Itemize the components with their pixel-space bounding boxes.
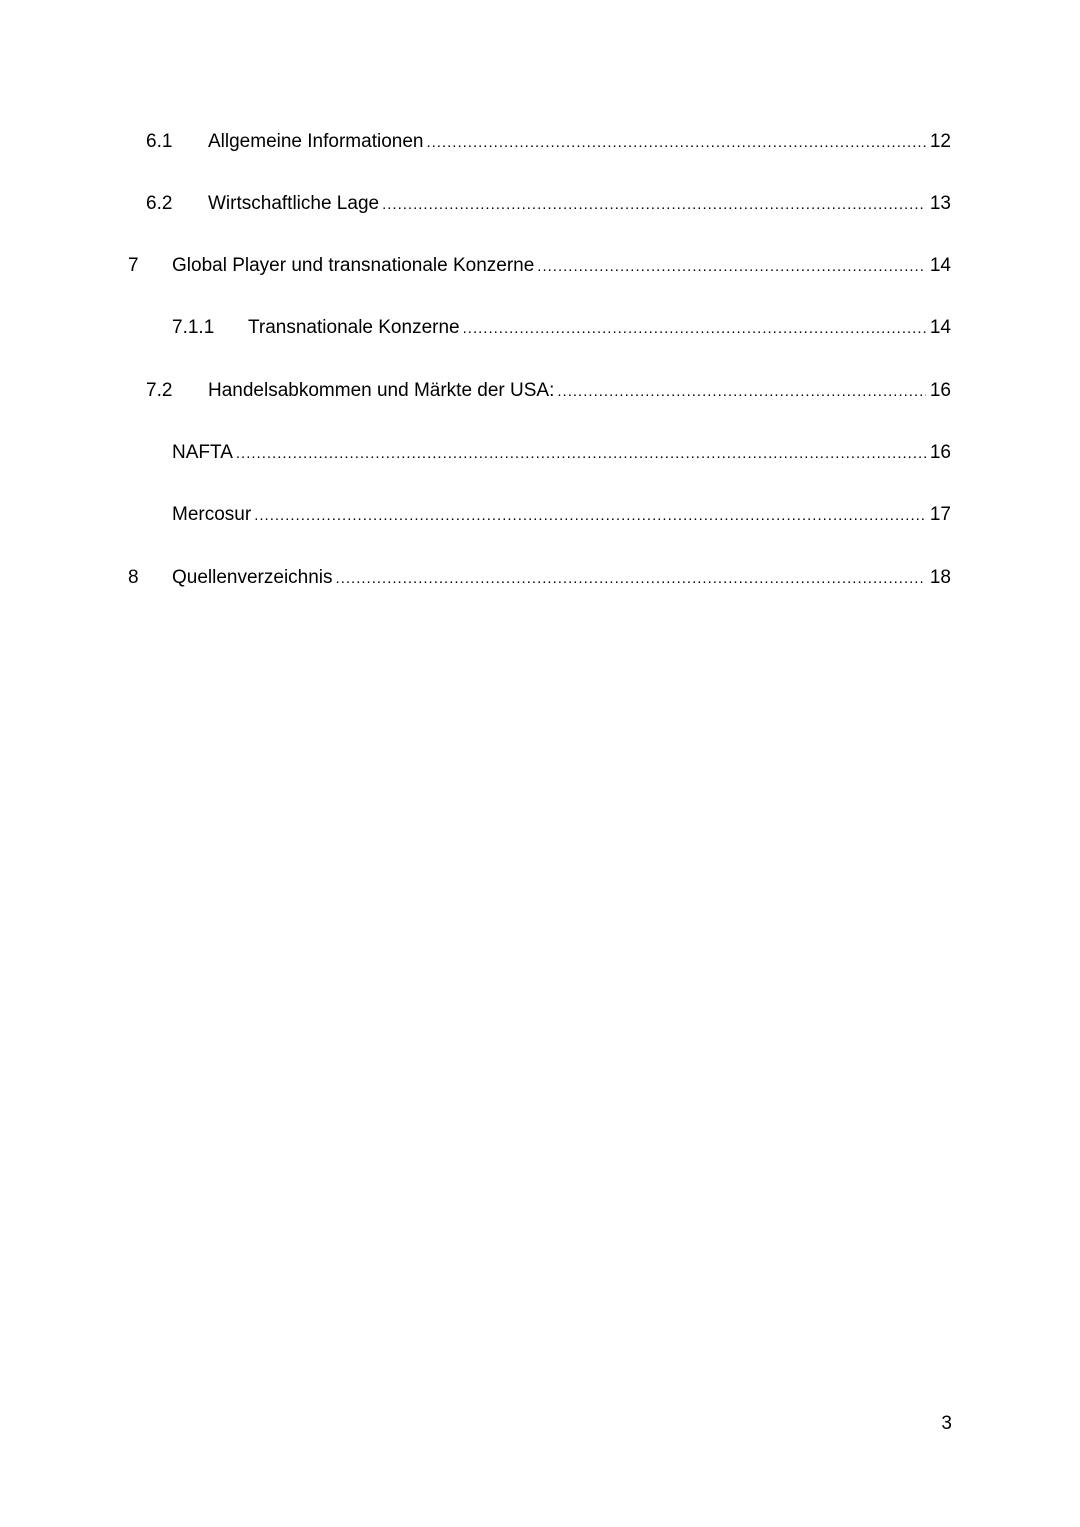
toc-entry-7-1-1[interactable] — [172, 313, 951, 343]
toc-entry-mercosur[interactable] — [172, 500, 951, 530]
toc-entry-page: 16 — [929, 380, 951, 401]
toc-entry-number: 7 — [128, 255, 139, 276]
toc-dot-leader — [382, 190, 926, 220]
toc-entry-title: Global Player und transnationale Konzerne — [172, 255, 535, 276]
toc-dot-leader — [463, 314, 926, 344]
toc-entry-7[interactable] — [128, 251, 951, 281]
toc-entry-title: Allgemeine Informationen — [208, 131, 424, 152]
toc-entry-number: 6.1 — [146, 131, 173, 152]
toc-entry-7-2[interactable] — [146, 376, 951, 406]
toc-entry-page: 17 — [929, 504, 951, 525]
toc-entry-title: Quellenverzeichnis — [172, 567, 333, 588]
toc-entry-title: Wirtschaftliche Lage — [208, 193, 380, 214]
toc-dot-leader — [537, 252, 926, 282]
toc-entry-number: 7.1.1 — [172, 317, 215, 338]
toc-dot-leader — [236, 439, 926, 469]
toc-entry-page: 16 — [929, 442, 951, 463]
toc-entry-number: 7.2 — [146, 380, 173, 401]
toc-entry-page: 14 — [929, 255, 951, 276]
toc-entry-8[interactable] — [128, 563, 951, 593]
toc-entry-page: 13 — [929, 193, 951, 214]
toc-entry-page: 18 — [929, 567, 951, 588]
page-number: 3 — [941, 1413, 952, 1434]
toc-dot-leader — [426, 128, 925, 158]
toc-entry-title: Mercosur — [172, 504, 252, 525]
toc-entry-6-2[interactable] — [146, 189, 951, 219]
toc-dot-leader — [557, 377, 925, 407]
toc-entry-title: Handelsabkommen und Märkte der USA: — [208, 380, 555, 401]
toc-dot-leader — [254, 501, 926, 531]
toc-entry-page: 12 — [929, 131, 951, 152]
toc-entry-number: 8 — [128, 567, 139, 588]
toc-entry-number: 6.2 — [146, 193, 173, 214]
toc-entry-title: NAFTA — [172, 442, 233, 463]
toc-entry-nafta[interactable] — [172, 438, 951, 468]
toc-entry-title: Transnationale Konzerne — [248, 317, 460, 338]
toc-dot-leader — [336, 564, 926, 594]
toc-entry-6-1[interactable] — [146, 127, 951, 157]
toc-entry-page: 14 — [929, 317, 951, 338]
